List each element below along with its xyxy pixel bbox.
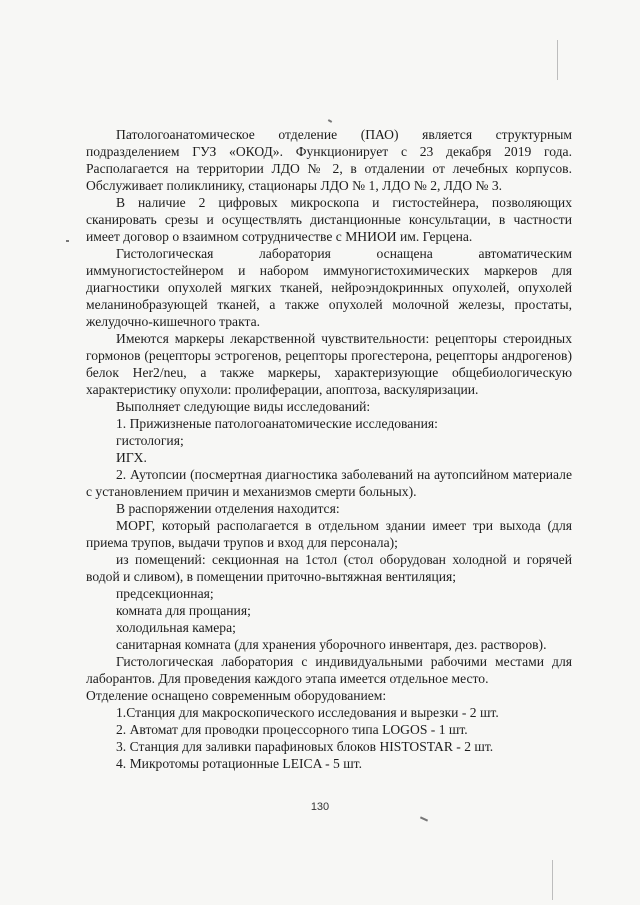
paragraph-p11: МОРГ, который располагается в отдельном здании имеет три выхода (для приема трупов, выдачи трупов и вход для персонала);: [86, 518, 572, 550]
paragraph-p16: санитарная комната (для хранения уборочного инвентаря, дез. растворов).: [116, 637, 547, 652]
document-body: [86, 126, 572, 772]
paragraph-p6: 1. Прижизненые патологоанатомические исследования:: [116, 416, 438, 431]
paragraph-p15: холодильная камера;: [116, 620, 236, 635]
paragraph-p2: В наличие 2 цифровых микроскопа и гистостейнера, позволяющих сканировать срезы и осуществлять дистанционные консультации, в частности имеет договор о взаимном сотрудничестве с МНИОИ им. Герцена.: [86, 195, 572, 244]
paragraph-p1: Патологоанатомическое отделение (ПАО) является структурным подразделением ГУЗ «ОКОД». Функционирует с 23 декабря 2019 года. Располагается на территории ЛДО № 2, в отдалении от лечебных корпусов. Обслуживает поликлинику, стационары ЛДО № 1, ЛДО № 2, ЛДО № 3.: [86, 127, 572, 193]
paragraph-p20: 2. Автомат для проводки процессорного типа LOGOS - 1 шт.: [116, 722, 468, 737]
scan-speck: [420, 816, 428, 821]
paragraph-p22: 4. Микротомы ротационные LEICA - 5 шт.: [116, 756, 362, 771]
paragraph-p9: 2. Аутопсии (посмертная диагностика заболеваний на аутопсийном материале с установлением причин и механизмов смерти больных).: [86, 467, 572, 499]
paragraph-p10: В распоряжении отделения находится:: [116, 501, 340, 516]
scan-edge-line: [557, 40, 558, 80]
paragraph-p14: комната для прощания;: [116, 603, 251, 618]
paragraph-p5: Выполняет следующие виды исследований:: [116, 399, 371, 414]
paragraph-p21: 3. Станция для заливки парафиновых блоков HISTOSTAR - 2 шт.: [116, 739, 494, 754]
paragraph-p18: Отделение оснащено современным оборудованием:: [86, 688, 387, 703]
paragraph-p13: предсекционная;: [116, 586, 214, 601]
paragraph-p17: Гистологическая лаборатория с индивидуальными рабочими местами для лаборантов. Для проведения каждого этапа имеется отдельное место.: [86, 654, 572, 686]
scan-speck: [66, 240, 69, 242]
paragraph-p8: ИГХ.: [116, 450, 147, 465]
paragraph-p12: из помещений: секционная на 1стол (стол оборудован холодной и горячей водой и сливом), в помещении приточно-вытяжная вентиляция;: [86, 552, 572, 584]
paragraph-p7: гистология;: [116, 433, 184, 448]
paragraph-p4: Имеются маркеры лекарственной чувствительности: рецепторы стероидных гормонов (рецепторы эстрогенов, рецепторы прогестерона, рецепторы андрогенов) белок Her2/neu, а также маркеры, характеризующие общебиологическую характеристику опухоли: пролиферации, апоптоза, васкуляризации.: [86, 331, 572, 397]
scan-edge-line: [552, 860, 553, 900]
scan-speck: [328, 119, 332, 123]
page-number: 130: [310, 801, 330, 813]
paragraph-p3: Гистологическая лаборатория оснащена автоматическим иммуногистостейнером и набором иммуногистохимических маркеров для диагностики опухолей мягких тканей, нейроэндокринных опухолей, опухолей меланинобразующей тканей, а также опухолей молочной железы, простаты, желудочно-кишечного тракта.: [86, 246, 572, 329]
paragraph-p19: 1.Станция для макроскопического исследования и вырезки - 2 шт.: [116, 705, 499, 720]
